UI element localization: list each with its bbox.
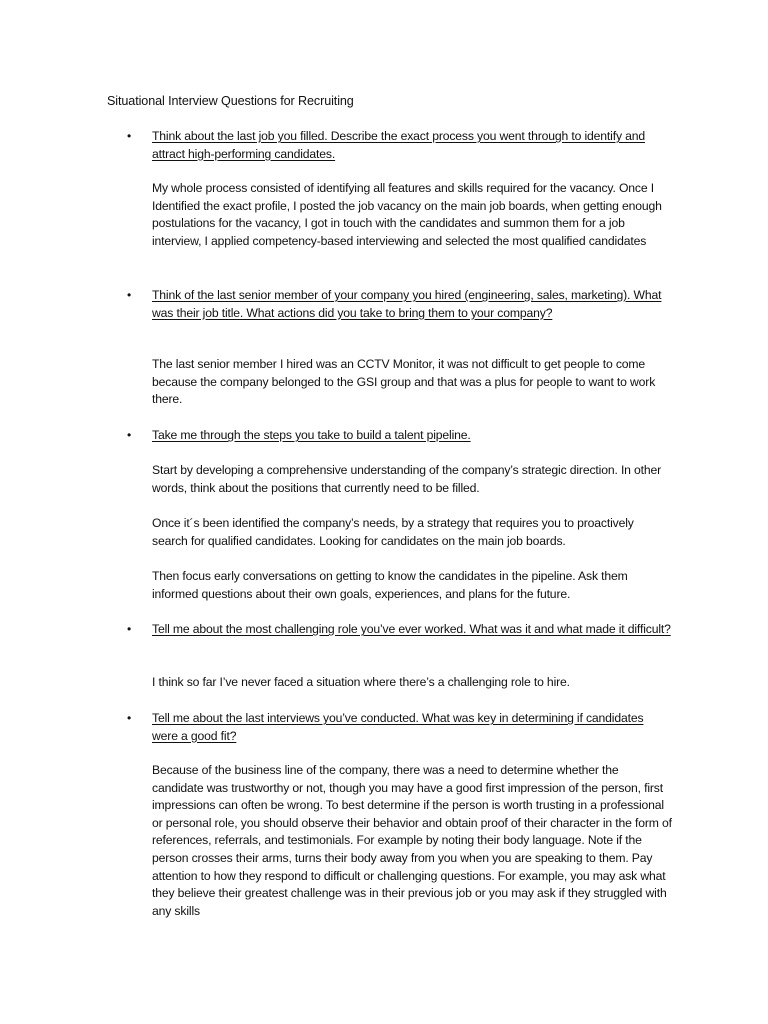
- answer-2-paragraph-1: The last senior member I hired was an CCTV Monitor, it was not difficult to get people to come because the company belonged to the GSI group and that was a plus for people to want to work there.: [152, 357, 656, 407]
- bullet-icon: •: [127, 711, 132, 725]
- question-2: Think of the last senior member of your company you hired (engineering, sales, marketing). What was their job title. What actions did you take to bring them to your company?: [152, 288, 662, 320]
- document-title: Situational Interview Questions for Recruiting: [107, 94, 354, 108]
- answer-4-paragraph-1: I think so far I’ve never faced a situation where there’s a challenging role to hire.: [152, 675, 570, 689]
- bullet-icon: •: [127, 622, 132, 636]
- answer-5-paragraph-1: Because of the business line of the company, there was a need to determine whether the candidate was trustworthy or not, though you may have a good first impression of the person, first impressions can often be wrong. To best determine if the person is worth trusting in a professional or personal role, you should observe their behavior and obtain proof of their character in the form of references, referrals, and testimonials. For example by noting their body language. Note if the person crosses their arms, turns their body away from you when you are speaking to them. Pay attention to how they respond to difficult or challenging questions. For example, you may ask what they believe their greatest challenge was in their previous job or you may ask if they struggled with any skills: [152, 763, 672, 918]
- bullet-icon: •: [127, 288, 132, 302]
- question-3: Take me through the steps you take to build a talent pipeline.: [152, 428, 471, 442]
- question-1: Think about the last job you filled. Describe the exact process you went through to identify and attract high-performing candidates.: [152, 129, 646, 161]
- answer-3-paragraph-3: Then focus early conversations on getting to know the candidates in the pipeline. Ask them informed questions about their own goals, experiences, and plans for the future.: [152, 569, 628, 601]
- answer-3-paragraph-1: Start by developing a comprehensive understanding of the company’s strategic direction. In other words, think about the positions that currently need to be filled.: [152, 463, 662, 495]
- question-4: Tell me about the most challenging role you’ve ever worked. What was it and what made it difficult?: [152, 622, 671, 636]
- question-5: Tell me about the last interviews you’ve conducted. What was key in determining if candidates were a good fit?: [152, 711, 644, 743]
- bullet-icon: •: [127, 428, 132, 442]
- answer-3-paragraph-2: Once it´s been identified the company’s needs, by a strategy that requires you to proactively search for qualified candidates. Looking for candidates on the main job boards.: [152, 516, 634, 548]
- answer-1-paragraph-1: My whole process consisted of identifying all features and skills required for the vacancy. Once I Identified the exact profile, I posted the job vacancy on the main job boards, when getting enough postulations for the vacancy, I got in touch with the candidates and summon them for a job interview, I applied competency-based interviewing and selected the most qualified candidates: [152, 181, 662, 248]
- bullet-icon: •: [127, 129, 132, 143]
